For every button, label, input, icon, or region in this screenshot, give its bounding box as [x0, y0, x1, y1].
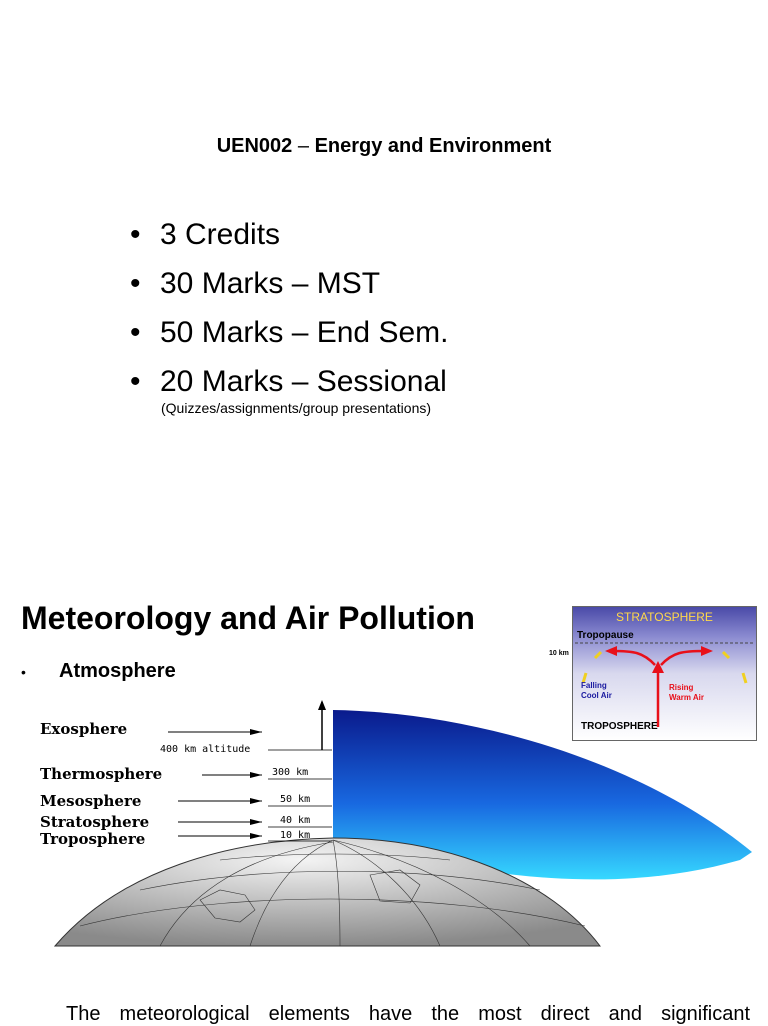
body-paragraph: The meteorological elements have the most direct and significant — [66, 1003, 750, 1025]
inset-right-line-2: Warm Air — [669, 693, 704, 702]
bullet-item — [130, 308, 448, 357]
course-bullets — [130, 210, 448, 406]
layer-mesosphere: Mesosphere — [40, 792, 142, 810]
section-bullet — [21, 660, 176, 683]
title-dash: – — [297, 135, 309, 157]
inset-right-line-1: Rising — [669, 683, 694, 692]
inset-left-label — [581, 681, 612, 701]
section-bullet-text: Atmosphere — [59, 660, 176, 682]
bullet-item — [130, 259, 448, 308]
inset-tropopause: Tropopause — [577, 630, 634, 641]
bullet-text: 30 Marks – MST — [160, 267, 381, 300]
altitude-troposphere: 10 km — [280, 830, 311, 841]
bullet-dot: • — [130, 267, 141, 300]
bullet-text: 50 Marks – End Sem. — [160, 316, 449, 349]
altitude-mesosphere: 50 km — [280, 794, 311, 805]
altitude-exosphere: 400 km altitude — [160, 744, 251, 755]
bullet-item — [130, 210, 448, 259]
bullet-dot: • — [130, 316, 141, 349]
layer-troposphere: Troposphere — [40, 830, 146, 848]
bullet-text: 3 Credits — [160, 218, 281, 251]
tropopause-inset — [549, 606, 757, 741]
layer-exosphere: Exosphere — [40, 720, 128, 738]
course-title — [0, 135, 768, 158]
bullet-item — [130, 357, 448, 406]
inset-header: STRATOSPHERE — [616, 610, 713, 624]
bullet-dot: • — [130, 218, 141, 251]
inset-right-label — [669, 683, 704, 703]
bullet-dot: • — [21, 664, 26, 680]
section-title: Meteorology and Air Pollution — [21, 600, 475, 636]
layer-stratosphere: Stratosphere — [40, 813, 150, 831]
bullet-dot: • — [130, 365, 141, 398]
altitude-thermosphere: 300 km — [272, 767, 309, 778]
sessional-note: (Quizzes/assignments/group presentations) — [161, 400, 432, 416]
inset-altitude: 10 km — [549, 650, 569, 657]
altitude-stratosphere: 40 km — [280, 815, 311, 826]
layer-thermosphere: Thermosphere — [40, 765, 163, 783]
course-name: Energy and Environment — [314, 135, 552, 157]
inset-footer: TROPOSPHERE — [581, 721, 658, 732]
inset-left-line-2: Cool Air — [581, 691, 612, 700]
inset-left-line-1: Falling — [581, 681, 607, 690]
bullet-text: 20 Marks – Sessional — [160, 365, 447, 398]
course-code: UEN002 — [216, 135, 293, 157]
